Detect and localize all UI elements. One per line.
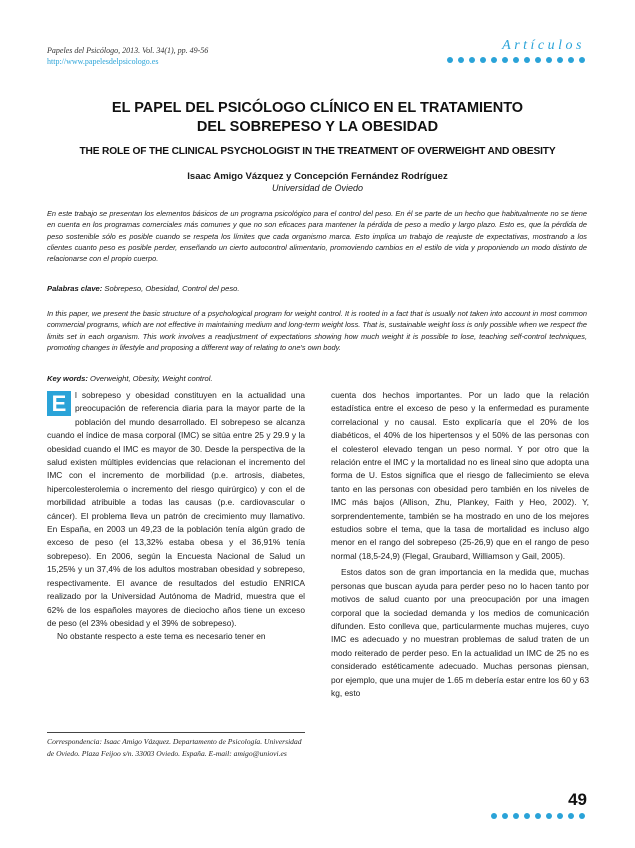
keywords-spanish [47,284,240,293]
body-paragraph: cuenta dos hechos importantes. Por un lado que la relación estadística entre el exceso de peso y la enfermedad es puramente correlacional y no causal. Esto explicaría que el 20% de los diabéticos, el 40% de los hipertensos y el 50% de las personas con el colesterol elevado tengan un peso normal. Y por otro que la relación entre el IMC y la mortalidad no es lineal sino que adopta una forma de U. Estos significa que el riesgo de fallecimiento se eleva tanto en las personas con obesidad pero también en los niveles de IMC más bajos (Allison, Zhu, Plankey, Faith y Heo, 2002). Y, sorprendentemente, también se ha mostrado en uno de los mejores estudios sobre el tema, que la tasa de mortalidad es incluso algo menor en el rango del sobrepeso (25-26,9) que en el rango de peso normal (18,5-24,9) (Flegal, Graubard, Williamson y Gail, 2005). [331,390,589,561]
authors: Isaac Amigo Vázquez y Concepción Fernández Rodríguez [187,171,448,182]
keywords-spanish-values: Sobrepeso, Obesidad, Control del peso. [102,284,240,293]
body-paragraph-text: l sobrepeso y obesidad constituyen en la actualidad una preocupación de referencia diaria para la mayor parte de la población del mundo desarrollado. El sobrepeso se alcanza cuando el índice de masa corporal (IMC) se sitúa entre 25 y 29.9 y la obesidad cuando el IMC es mayor de 30. Desde la perspectiva de la salud existen múltiples evidencias que relacionan el incremento del IMC con el incremento de morbilidad (p.e. artrosis, diabetes, hipercolesterolemia o incremento del riesgo quirúrgico) y con el de morbilidad atribuible a todas las causas (p.e. cardiovascular o cáncer). El problema lleva un patrón de crecimiento muy llamativo. En España, en 2003 un 49,23 de la población tenía algún grado de exceso de peso (el 13,32% estaba obesa y el 36,91% tenía sobrepeso). En 2006, según la Encuesta Nacional de Salud un 15,25% y un 37,4% de los adultos mostraban obesidad y sobrepeso, respectivamente. El avance de resultados del estudio ENRICA realizado por la Universidad Autónoma de Madrid, muestra que el 62% de los españoles mayores de dieciocho años tiene un exceso de peso (el 23% obesidad y el 39% de sobrepeso). [47,390,305,628]
header-dots-decoration [447,57,585,63]
drop-cap: E [47,391,71,416]
abstract-spanish: En este trabajo se presentan los elementos básicos de un programa psicológico para el control del peso. En él se parte de un hecho que habitualmente no se tiene en cuenta en los programas comerciales más comunes y que no son eficaces para mantener la pérdida de peso a medio y largo plazo. Esto es, que la pérdida de peso sostenible sólo es posible cuando se respeta los límites que cada organismo marca. Esto implica un trabajo de reajuste de expectativas, mostrando a los clientes cuanto peso es posible perder, enseñando un cierto autocontrol alimentario, promoviendo cambios en el estilo de vida y proponiendo un modo distinto de relacionarse con el propio cuerpo. [47,209,587,264]
footer-dots-decoration [491,813,585,819]
title-spanish-line2: DEL SOBREPESO Y LA OBESIDAD [196,119,439,135]
journal-citation: Papeles del Psicólogo, 2013. Vol. 34(1), pp. 49-56 [47,46,209,55]
title-spanish-line1: EL PAPEL DEL PSICÓLOGO CLÍNICO EN EL TRATAMIENTO [111,100,524,116]
page-number: 49 [568,790,587,809]
body-column-right [331,389,589,700]
body-paragraph [47,389,305,630]
keywords-english [47,374,213,383]
keywords-english-values: Overweight, Obesity, Weight control. [87,374,213,383]
keywords-spanish-label: Palabras clave: [47,284,103,293]
footnote-divider [47,732,305,733]
title-english: THE ROLE OF THE CLINICAL PSYCHOLOGIST IN THE TREATMENT OF OVERWEIGHT AND OBESITY [79,146,556,157]
affiliation: Universidad de Oviedo [271,183,364,193]
abstract-english: In this paper, we present the basic structure of a psychological program for weight control. It is rooted in a fact that is usually not taken into account in most common commercial programs, which are not effective in maintaining medium and long-term weight loss. That is, sustainable weight loss is only possible when we respect the limits set in each organism. This work involves a readjustment of expectations showing how much weight it is possible to lose, teaching self-control techniques, promoting changes in lifestyle and proposing a different way of relating to one's own body. [47,309,587,352]
section-label: Artículos [502,38,585,53]
journal-url-link[interactable]: http://www.papelesdelpsicologo.es [47,57,159,66]
keywords-english-label: Key words: [47,374,88,383]
body-paragraph: No obstante respecto a este tema es necesario tener en [57,631,266,642]
correspondence-footnote: Correspondencia: Isaac Amigo Vázquez. Departamento de Psicología. Universidad de Oviedo. Plaza Feijoo s/n. 33003 Oviedo. España. E-mail: amigo@uniovi.es [47,737,302,758]
body-column-left [47,389,305,644]
body-paragraph: Estos datos son de gran importancia en la medida que, muchas personas que buscan ayuda para perder peso no lo hacen tanto por motivos de salud cuanto por una preocupación por una imagen corporal que la sociedad demanda y los medios de comunicación difunden. Esto conlleva que, particularmente muchas mujeres, cuyo IMC es adecuado y no muestran problemas de salud traten de un modo reiterado de perder peso. En la actualidad un IMC de 25 no es considerado estéticamente adecuado. Muchas personas piensan, por ejemplo, que una mujer de 1.65 m debería estar entre los 60 y 63 kg, esto [331,567,589,698]
